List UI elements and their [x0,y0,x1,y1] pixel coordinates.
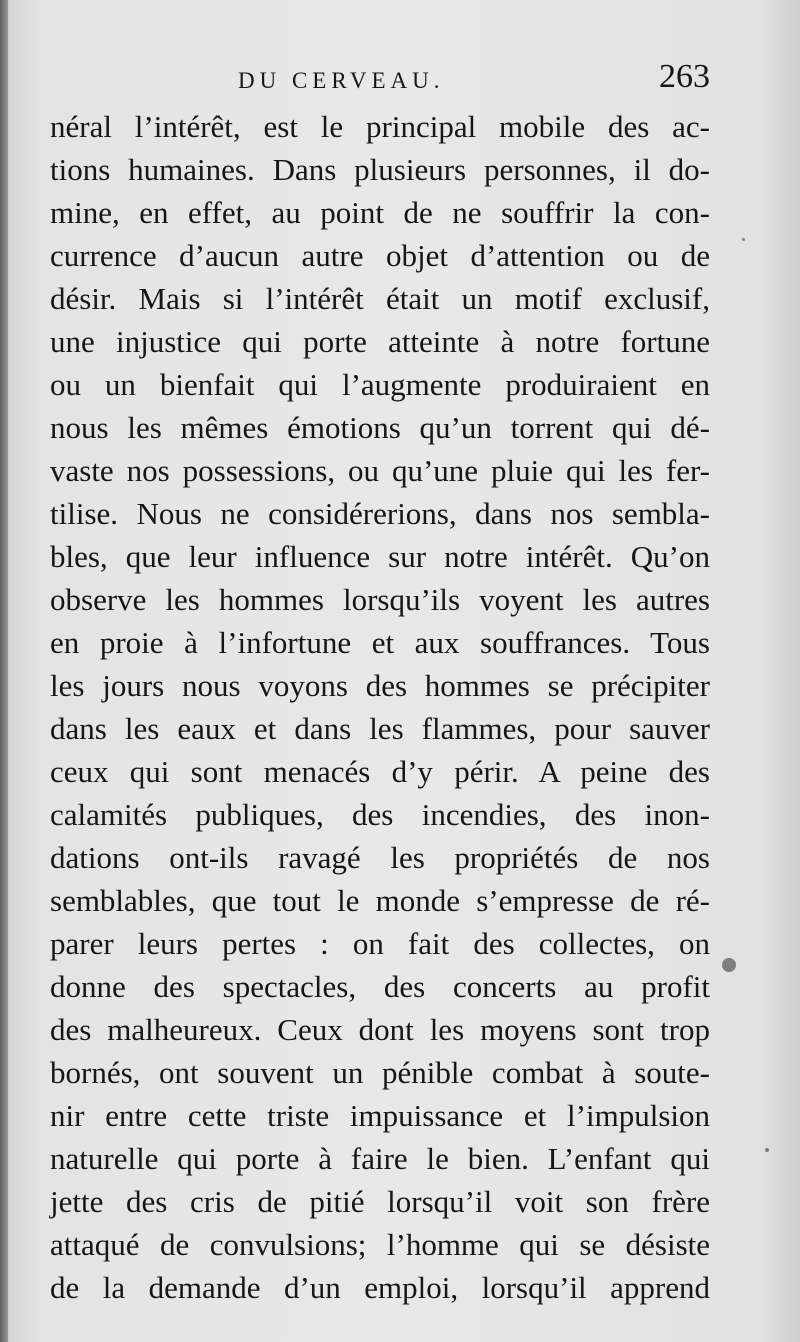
text-line: une injustice qui porte atteinte à notre fortune [50,324,710,359]
text-line: parer leurs pertes : on fait des collectes, on [50,926,710,961]
text-line: ou un bienfait qui l’augmente produiraient en [50,367,710,402]
page-header [50,58,710,98]
text-line: des malheureux. Ceux dont les moyens sont trop [50,1012,710,1047]
text-line: naturelle qui porte à faire le bien. L’enfant qui [50,1141,710,1176]
ink-speck [742,238,745,241]
running-head: DU CERVEAU. [238,68,445,93]
ink-speck [722,958,736,972]
text-line: mine, en effet, au point de ne souffrir la con- [50,195,710,230]
text-line: jette des cris de pitié lorsqu’il voit son frère [50,1184,710,1219]
text-line: vaste nos possessions, ou qu’une pluie qui les fer- [50,453,710,488]
text-line: nir entre cette triste impuissance et l’impulsion [50,1098,710,1133]
text-line: désir. Mais si l’intérêt était un motif exclusif, [50,281,710,316]
text-line: tions humaines. Dans plusieurs personnes, il do- [50,152,710,187]
text-line: donne des spectacles, des concerts au profit [50,969,710,1004]
text-line: les jours nous voyons des hommes se précipiter [50,668,710,703]
text-line: semblables, que tout le monde s’empresse de ré- [50,883,710,918]
body-text [50,105,710,1309]
text-line: bles, que leur influence sur notre intérêt. Qu’on [50,539,710,574]
text-line: attaqué de convulsions; l’homme qui se désiste [50,1227,710,1262]
text-line: tilise. Nous ne considérerions, dans nos sembla- [50,496,710,531]
text-line: dans les eaux et dans les flammes, pour sauver [50,711,710,746]
ink-speck [765,1148,769,1152]
text-line: observe les hommes lorsqu’ils voyent les autres [50,582,710,617]
text-line: currence d’aucun autre objet d’attention ou de [50,238,710,273]
page-number: 263 [659,58,710,95]
text-line: néral l’intérêt, est le principal mobile des ac- [50,109,710,144]
text-line: ceux qui sont menacés d’y périr. A peine des [50,754,710,789]
text-line: dations ont-ils ravagé les propriétés de nos [50,840,710,875]
text-line: nous les mêmes émotions qu’un torrent qui dé- [50,410,710,445]
text-line: bornés, ont souvent un pénible combat à soute- [50,1055,710,1090]
text-line: en proie à l’infortune et aux souffrances. Tous [50,625,710,660]
text-line: de la demande d’un emploi, lorsqu’il apprend [50,1270,710,1305]
text-line: calamités publiques, des incendies, des inon- [50,797,710,832]
